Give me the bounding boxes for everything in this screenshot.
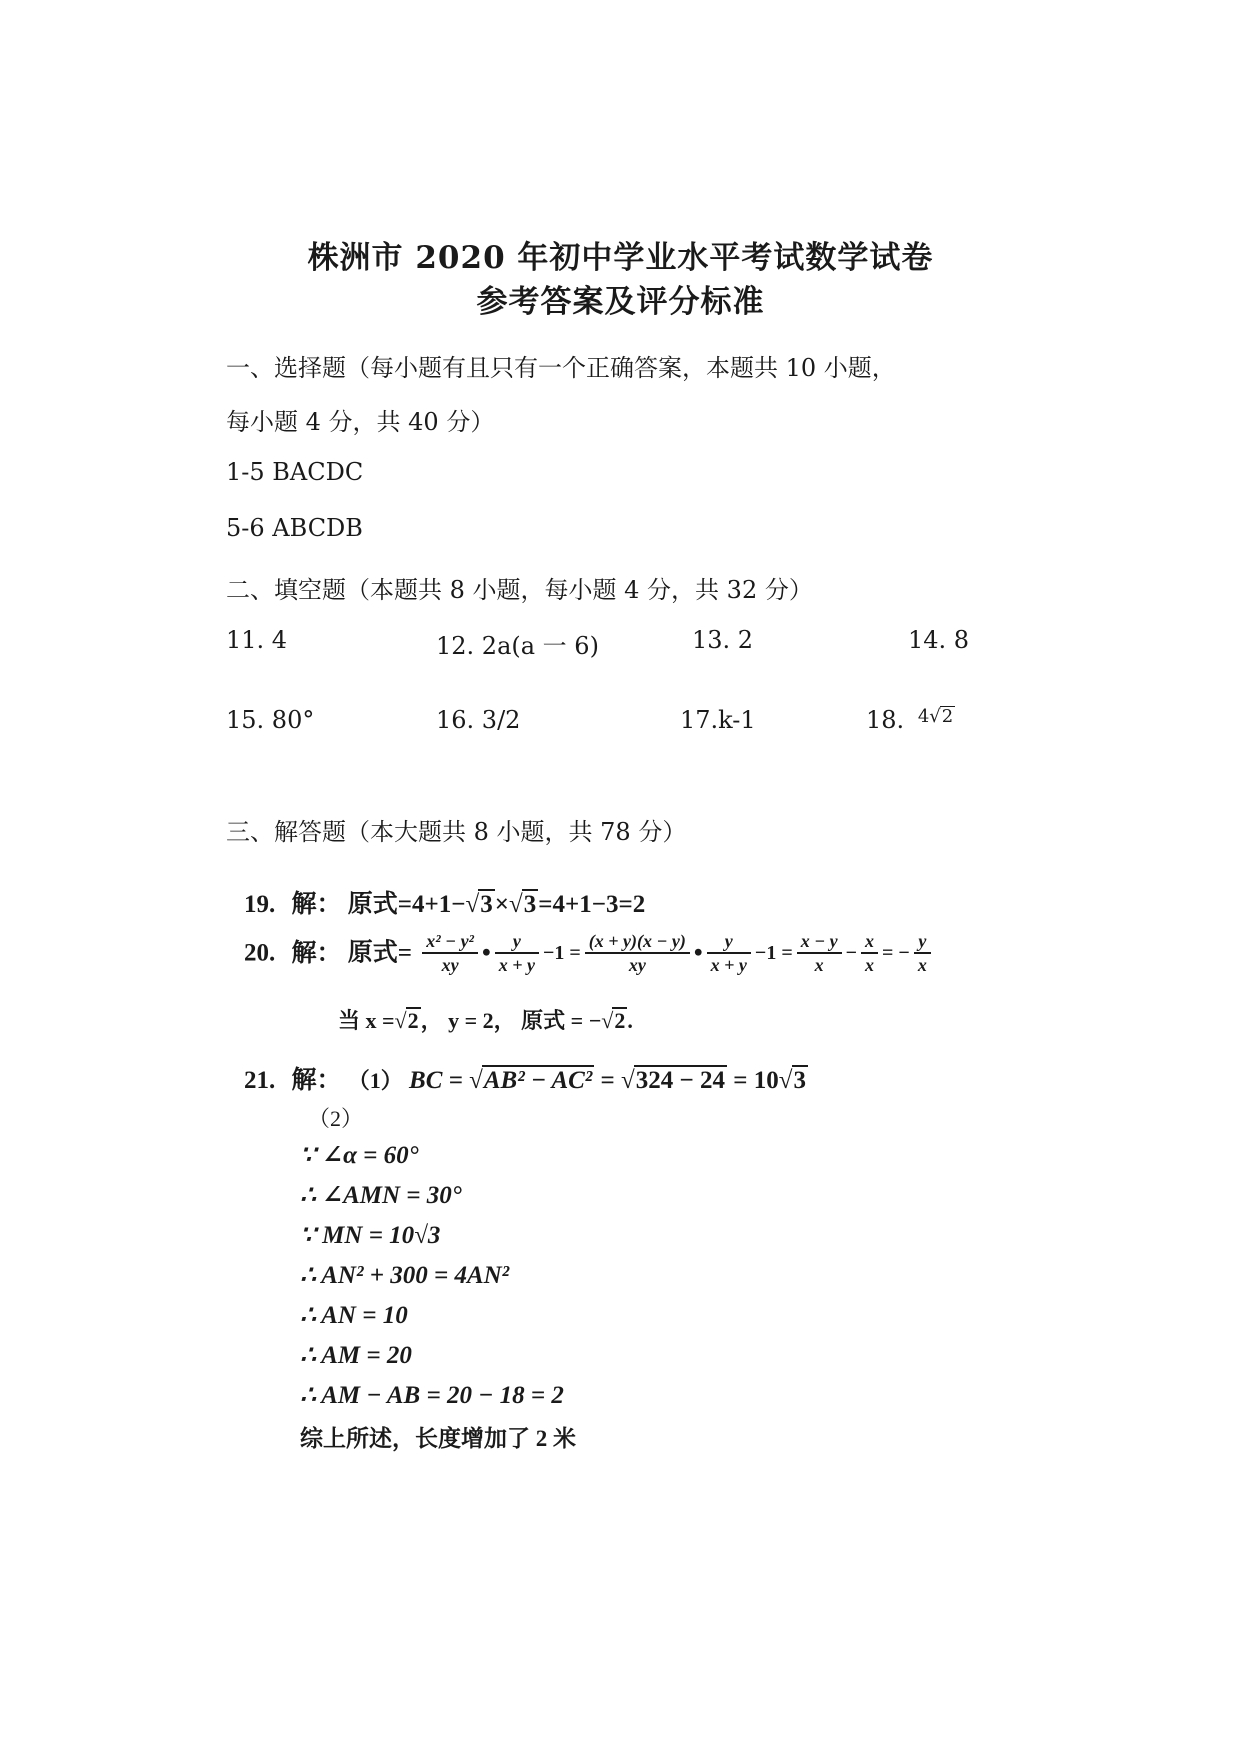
q20-fraction-5: $\frac{x - y}{x}$ [797, 932, 842, 974]
q20-fraction-1: $\frac{\text{x² − y²}}{xy}$ [422, 932, 478, 974]
fill-answer-16: 16. 3/2 [436, 706, 521, 734]
q19-number: 19. [244, 891, 276, 918]
fill-answer-15: 15. 80° [226, 706, 315, 734]
fill-answer-11: 11. 4 [226, 626, 288, 654]
q20-fraction-6: $\frac{x}{x}$ [861, 932, 878, 974]
q21-part1: （1） [347, 1068, 403, 1093]
sqrt-symbol: √ [465, 891, 480, 918]
q20-eq-neg: = − [882, 942, 910, 964]
q20-fraction-7: $\frac{y}{x}$ [914, 932, 931, 974]
q19-solution [244, 884, 645, 920]
choice-answers-2: 5-6 ABCDB [226, 514, 363, 542]
fill-answer-18 [866, 706, 955, 734]
q21-eq: = [600, 1067, 615, 1094]
q21-line1 [244, 1060, 808, 1096]
q21-step-4: ∴ AN² + 300 = 4AN² [300, 1262, 510, 1289]
q20-fraction-4: $\frac{y}{x + y}$ [707, 932, 751, 974]
q19-times: × [494, 891, 509, 918]
q21-radicand-3: 3 [793, 1067, 807, 1094]
section1-heading: 一、选择题（每小题有且只有一个正确答案，本题共 10 小题， [226, 354, 896, 382]
q21-eq2: = 10 [733, 1067, 779, 1094]
q21-step-1: ∵ ∠α = 60° [300, 1142, 419, 1169]
q21-conclusion: 综上所述，长度增加了 2 米 [300, 1426, 576, 1451]
q20-fraction-2: $\frac{y}{x + y}$ [495, 932, 539, 974]
q20-number: 20. [244, 939, 276, 967]
sqrt-symbol: √ [469, 1067, 483, 1094]
q20-dot: • [693, 939, 703, 967]
q20-dot: • [481, 939, 491, 967]
q20-solution [244, 932, 935, 974]
q20-minus-one-2: −1 = [754, 942, 793, 964]
section2-heading: 二、填空题（本题共 8 小题，每小题 4 分，共 32 分） [226, 576, 813, 604]
fill-answer-14: 14. 8 [908, 626, 970, 654]
q21-radicand-2: 324 − 24 [635, 1067, 726, 1094]
fill-answer-18-coef: 4 [917, 706, 930, 727]
q21-part2: （2） [308, 1106, 364, 1131]
q19-radicand-1: 3 [480, 891, 493, 918]
q20-minus-one: −1 = [542, 942, 581, 964]
sqrt-symbol: √ [601, 1008, 614, 1033]
q21-step-7: ∴ AM − AB = 20 − 18 = 2 [300, 1382, 564, 1409]
q21-radicand-1: AB² − AC² [483, 1067, 593, 1094]
q21-step-3: ∵ MN = 10√3 [300, 1222, 441, 1249]
sqrt-symbol: √ [509, 891, 523, 918]
q21-bc: BC = [409, 1067, 463, 1094]
page-subtitle: 参考答案及评分标准 [476, 284, 765, 320]
fill-answer-18-label: 18. [866, 706, 905, 734]
q19-prefix: 原式=4+1− [347, 891, 466, 918]
section3-heading: 三、解答题（本大题共 8 小题，共 78 分） [226, 818, 687, 846]
section1-heading-cont: 每小题 4 分，共 40 分） [226, 408, 495, 436]
q21-step-6: ∴ AM = 20 [300, 1342, 412, 1369]
page-title: 株洲市 2020 年初中学业水平考试数学试卷 [307, 240, 934, 276]
q19-radicand-2: 3 [523, 891, 537, 918]
q20-when: 当 x = [338, 1008, 395, 1033]
fill-answer-12: 12. 2a(a 一 6) [436, 632, 599, 660]
q19-jie: 解： [291, 891, 342, 918]
q20-period: . [627, 1008, 633, 1033]
q21-jie: 解： [291, 1067, 342, 1094]
q20-evaluation [338, 1004, 633, 1035]
fill-answer-13: 13. 2 [692, 626, 754, 654]
q20-jie: 解： [291, 939, 342, 967]
sqrt-symbol: √ [929, 706, 941, 727]
q20-fraction-3: $\frac{(x + y)(x - y)}{xy}$ [585, 932, 690, 974]
q20-prefix: 原式= [347, 939, 413, 967]
q21-step-2: ∴ ∠AMN = 30° [300, 1182, 462, 1209]
fill-answer-17: 17.k-1 [680, 706, 756, 734]
q20-radicand-2: 2 [614, 1008, 626, 1033]
sqrt-symbol: √ [394, 1008, 407, 1033]
sqrt-symbol: √ [778, 1067, 793, 1094]
sqrt-symbol: √ [621, 1067, 635, 1094]
q20-minus: − [845, 942, 858, 964]
q21-step-5: ∴ AN = 10 [300, 1302, 408, 1329]
q20-radicand-1: 2 [407, 1008, 419, 1033]
q20-when-b: ， y = 2， 原式 = − [420, 1008, 602, 1033]
q21-number: 21. [244, 1067, 276, 1094]
q19-suffix: =4+1−3=2 [538, 891, 646, 918]
choice-answers-1: 1-5 BACDC [226, 458, 364, 486]
fill-answer-18-radicand: 2 [941, 706, 954, 727]
